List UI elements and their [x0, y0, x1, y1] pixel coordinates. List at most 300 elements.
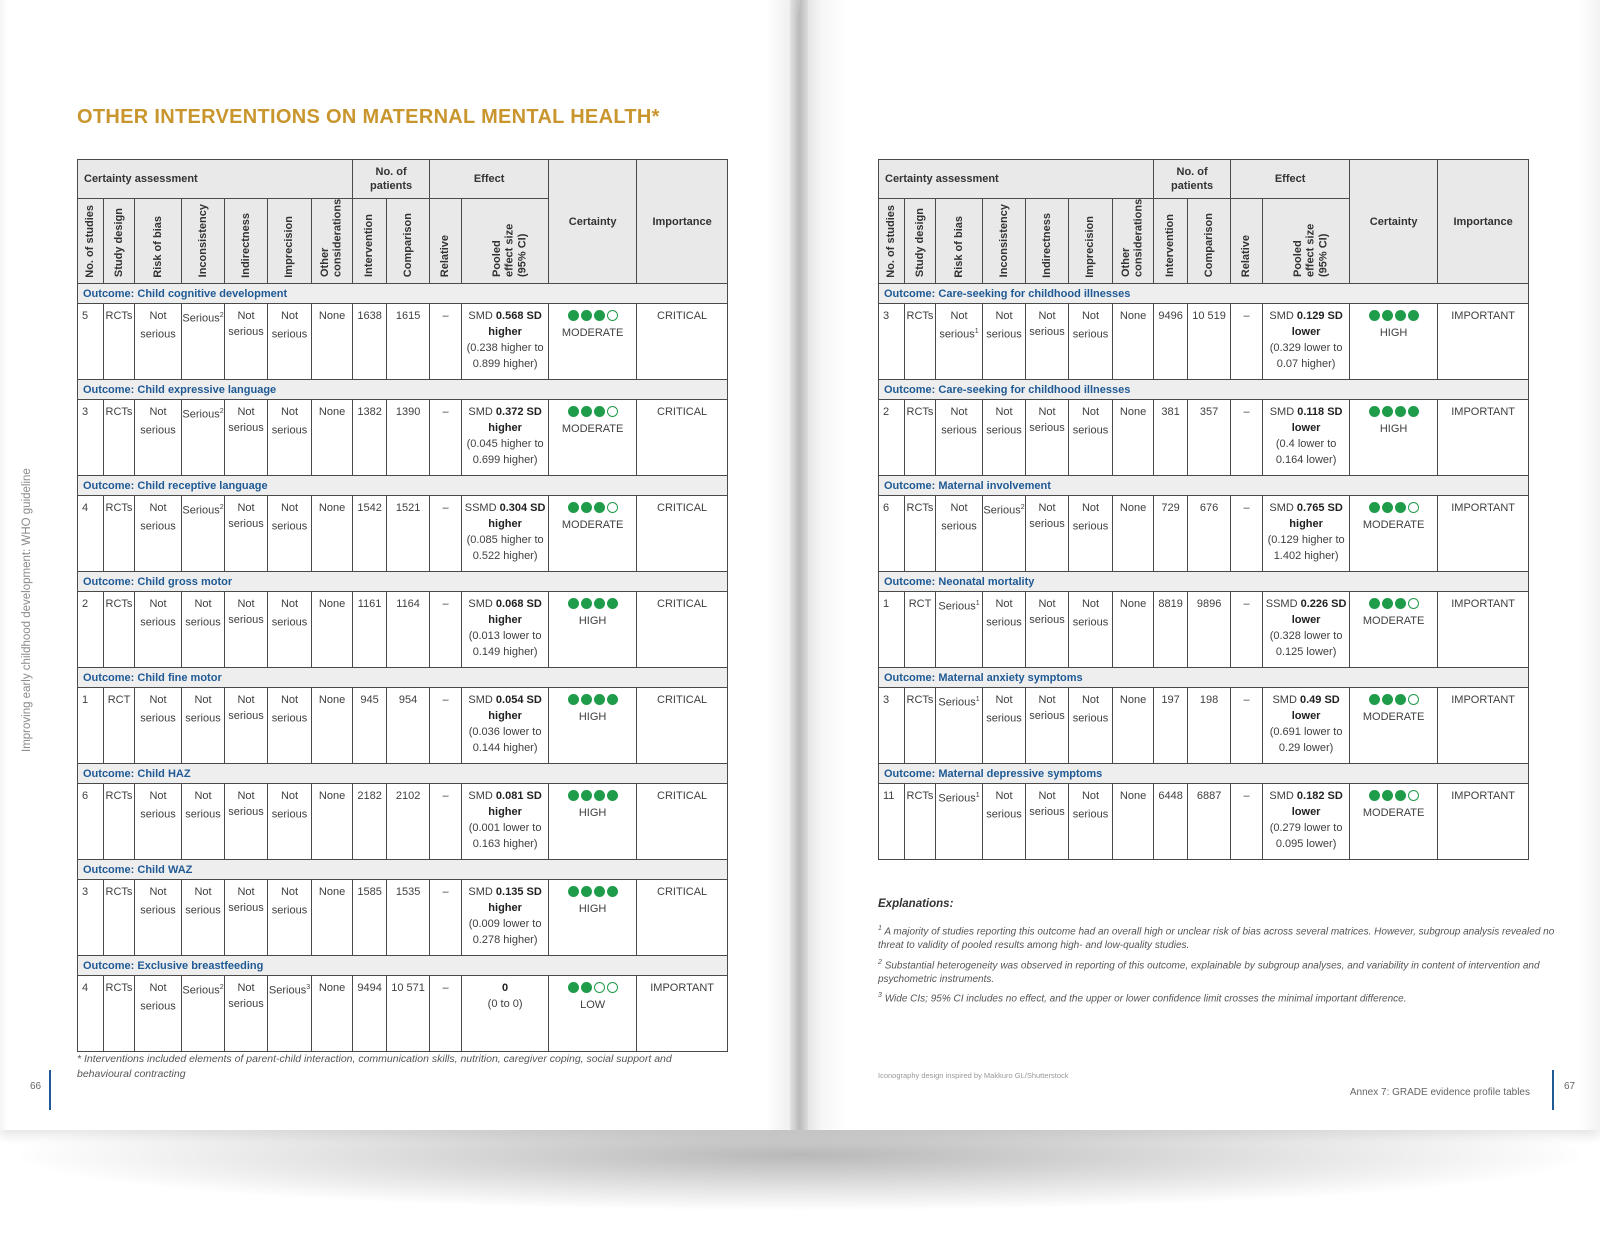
certainty-dot-icon: [594, 406, 605, 417]
cell-no-of-studies: 6: [879, 496, 905, 572]
cell-relative: –: [1231, 592, 1263, 668]
running-head: Annex 7: GRADE evidence profile tables: [1349, 1087, 1530, 1098]
cell-comparison: 1521: [387, 496, 430, 572]
cell-imprecision: Not serious: [1069, 496, 1113, 572]
certainty-dot-icon: [1382, 790, 1393, 801]
cell-risk-of-bias: Serious$^1$: [936, 688, 983, 764]
cell-imprecision: Not serious: [268, 880, 312, 956]
cell-other-considerations: None: [312, 592, 353, 668]
cell-importance: IMPORTANT: [637, 976, 728, 1052]
cell-certainty: [549, 400, 637, 476]
cell-comparison: 1164: [387, 592, 430, 668]
certainty-rating: [1350, 500, 1437, 515]
cell-study-design: RCTs: [104, 784, 135, 860]
cell-other-considerations: None: [312, 976, 353, 1052]
cell-certainty: [1350, 304, 1438, 380]
cell-indirectness: Not serious: [1026, 496, 1069, 572]
certainty-label: MODERATE: [561, 423, 624, 436]
certainty-dot-icon: [1382, 694, 1393, 705]
cell-indirectness: Not serious: [1026, 304, 1069, 380]
page-number-right: 67: [1564, 1081, 1576, 1092]
cell-other-considerations: None: [312, 400, 353, 476]
cell-intervention: 381: [1154, 400, 1188, 476]
cell-risk-of-bias: Serious$^1$: [936, 784, 983, 860]
cell-other-considerations: None: [1113, 592, 1154, 668]
header-effect: Effect: [430, 160, 549, 199]
cell-risk-of-bias: Not serious: [135, 784, 182, 860]
cell-pooled-effect: SMD 0.568 SD higher (0.238 higher to 0.899 higher): [462, 304, 549, 380]
cell-no-of-studies: 6: [78, 784, 104, 860]
cell-relative: –: [1231, 304, 1263, 380]
cell-no-of-studies: 3: [78, 400, 104, 476]
header-inconsistency: Inconsistency: [983, 199, 1026, 284]
cell-indirectness: Not serious: [225, 976, 268, 1052]
cell-relative: –: [430, 592, 462, 668]
page-marker-left: [49, 1070, 51, 1110]
certainty-label: HIGH: [578, 903, 607, 916]
outcome-label: Outcome: Child cognitive development: [78, 284, 728, 304]
cell-intervention: 1542: [353, 496, 387, 572]
cell-certainty: [549, 592, 637, 668]
cell-comparison: 954: [387, 688, 430, 764]
outcome-row: [78, 860, 728, 880]
cell-no-of-studies: 3: [879, 304, 905, 380]
cell-imprecision: Not serious: [268, 304, 312, 380]
certainty-rating: [549, 884, 636, 899]
certainty-dot-icon: [581, 790, 592, 801]
table-row: [78, 784, 728, 860]
cell-importance: CRITICAL: [637, 880, 728, 956]
outcome-row: [879, 380, 1529, 400]
cell-comparison: 1390: [387, 400, 430, 476]
header-effect: Effect: [1231, 160, 1350, 199]
header-intervention: Intervention: [353, 199, 387, 284]
book-spine: [790, 0, 808, 1130]
cell-relative: –: [430, 688, 462, 764]
certainty-label: MODERATE: [1362, 711, 1425, 724]
cell-imprecision: Not serious: [268, 784, 312, 860]
certainty-label: HIGH: [578, 615, 607, 628]
cell-pooled-effect: SSMD 0.304 SD higher (0.085 higher to 0.522 higher): [462, 496, 549, 572]
cell-comparison: 676: [1188, 496, 1231, 572]
cell-study-design: RCTs: [905, 400, 936, 476]
cell-certainty: [549, 976, 637, 1052]
certainty-dot-icon: [581, 598, 592, 609]
cell-no-of-studies: 1: [879, 592, 905, 668]
cell-indirectness: Not serious: [1026, 592, 1069, 668]
cell-relative: –: [1231, 496, 1263, 572]
cell-relative: –: [430, 400, 462, 476]
certainty-dot-icon: [594, 598, 605, 609]
cell-inconsistency: Not serious: [983, 688, 1026, 764]
header-no-of-patients: No. of patients: [1154, 160, 1231, 199]
certainty-dot-icon: [568, 598, 579, 609]
table-row: [879, 304, 1529, 380]
header-relative: Relative: [1231, 199, 1263, 284]
outcome-label: Outcome: Child receptive language: [78, 476, 728, 496]
certainty-label: MODERATE: [1362, 807, 1425, 820]
certainty-dot-icon: [568, 886, 579, 897]
certainty-dot-icon: [1369, 790, 1380, 801]
cell-indirectness: Not serious: [225, 880, 268, 956]
header-study-design: Study design: [104, 199, 135, 284]
cell-inconsistency: Not serious: [182, 784, 225, 860]
outcome-label: Outcome: Neonatal mortality: [879, 572, 1529, 592]
cell-no-of-studies: 4: [78, 496, 104, 572]
cell-risk-of-bias: Not serious: [936, 400, 983, 476]
table-row: [879, 592, 1529, 668]
table-row: [879, 784, 1529, 860]
cell-indirectness: Not serious: [1026, 688, 1069, 764]
cell-imprecision: Not serious: [268, 688, 312, 764]
header-inconsistency: Inconsistency: [182, 199, 225, 284]
outcome-label: Outcome: Care-seeking for childhood illnesses: [879, 284, 1529, 304]
certainty-label: HIGH: [578, 807, 607, 820]
cell-certainty: [549, 304, 637, 380]
cell-inconsistency: Serious$^2$: [182, 976, 225, 1052]
certainty-dot-icon: [607, 502, 618, 513]
cell-imprecision: Not serious: [1069, 688, 1113, 764]
cell-study-design: RCTs: [104, 304, 135, 380]
certainty-dot-icon: [607, 694, 618, 705]
cell-comparison: 6887: [1188, 784, 1231, 860]
certainty-dot-icon: [607, 790, 618, 801]
certainty-dot-icon: [568, 982, 579, 993]
cell-importance: IMPORTANT: [1438, 304, 1529, 380]
certainty-dot-icon: [607, 598, 618, 609]
cell-intervention: 945: [353, 688, 387, 764]
grade-table-right: [878, 159, 1529, 860]
cell-pooled-effect: SMD 0.118 SD lower (0.4 lower to 0.164 lower): [1263, 400, 1350, 476]
cell-study-design: RCTs: [905, 304, 936, 380]
outcome-row: [78, 380, 728, 400]
cell-comparison: 198: [1188, 688, 1231, 764]
certainty-dot-icon: [594, 694, 605, 705]
certainty-dot-icon: [594, 502, 605, 513]
cell-pooled-effect: SMD 0.182 SD lower (0.279 lower to 0.095 lower): [1263, 784, 1350, 860]
icon-credit: Iconography design inspired by Makkuro GL/Shutterstock: [878, 1071, 1069, 1080]
cell-importance: IMPORTANT: [1438, 784, 1529, 860]
cell-importance: CRITICAL: [637, 784, 728, 860]
certainty-dot-icon: [594, 886, 605, 897]
cell-pooled-effect: SMD 0.372 SD higher (0.045 higher to 0.699 higher): [462, 400, 549, 476]
cell-study-design: RCTs: [104, 880, 135, 956]
header-relative: Relative: [430, 199, 462, 284]
certainty-dot-icon: [568, 310, 579, 321]
cell-inconsistency: Not serious: [983, 304, 1026, 380]
cell-indirectness: Not serious: [225, 400, 268, 476]
cell-study-design: RCTs: [104, 592, 135, 668]
cell-no-of-studies: 1: [78, 688, 104, 764]
cell-no-of-studies: 2: [879, 400, 905, 476]
outcome-label: Outcome: Maternal anxiety symptoms: [879, 668, 1529, 688]
table-footnote: * Interventions included elements of parent-child interaction, communication skills, nutrition, caregiver coping, social support and behavioural contracting: [77, 1053, 672, 1080]
cell-certainty: [549, 496, 637, 572]
cell-inconsistency: Not serious: [983, 592, 1026, 668]
header-importance: Importance: [1438, 160, 1529, 284]
cell-importance: IMPORTANT: [1438, 496, 1529, 572]
cell-certainty: [549, 880, 637, 956]
certainty-dot-icon: [581, 982, 592, 993]
grade-table-left: [77, 159, 728, 1052]
cell-imprecision: Not serious: [268, 496, 312, 572]
cell-other-considerations: None: [1113, 400, 1154, 476]
cell-other-considerations: None: [312, 496, 353, 572]
header-comparison: Comparison: [1188, 199, 1231, 284]
header-other-considerations: Other considerations: [1113, 199, 1154, 284]
cell-other-considerations: None: [1113, 496, 1154, 572]
cell-relative: –: [430, 304, 462, 380]
cell-imprecision: Not serious: [268, 592, 312, 668]
explanation-3: $^3$ Wide CIs; 95% CI includes no effect, and the upper or lower confidence limit crosses the minimal important difference.: [878, 992, 1407, 1005]
certainty-dot-icon: [1369, 406, 1380, 417]
table-row: [78, 976, 728, 1052]
certainty-dot-icon: [1395, 406, 1406, 417]
header-imprecision: Imprecision: [268, 199, 312, 284]
outcome-row: [879, 284, 1529, 304]
certainty-dot-icon: [1395, 502, 1406, 513]
certainty-dot-icon: [1382, 310, 1393, 321]
cell-pooled-effect: SMD 0.081 SD higher (0.001 lower to 0.163 higher): [462, 784, 549, 860]
outcome-row: [78, 668, 728, 688]
cell-imprecision: Not serious: [268, 400, 312, 476]
cell-inconsistency: Serious$^2$: [182, 304, 225, 380]
header-certainty-assessment: Certainty assessment: [879, 160, 1154, 199]
side-label: Improving early childhood development: WHO guideline: [21, 468, 33, 752]
cell-risk-of-bias: Not serious: [135, 400, 182, 476]
outcome-row: [78, 284, 728, 304]
certainty-dot-icon: [1382, 502, 1393, 513]
header-comparison: Comparison: [387, 199, 430, 284]
certainty-dot-icon: [1369, 502, 1380, 513]
certainty-rating: [1350, 404, 1437, 419]
cell-study-design: RCTs: [104, 976, 135, 1052]
cell-relative: –: [1231, 688, 1263, 764]
outcome-row: [879, 476, 1529, 496]
certainty-dot-icon: [1408, 694, 1419, 705]
certainty-dot-icon: [594, 310, 605, 321]
certainty-dot-icon: [581, 694, 592, 705]
table-row: [879, 688, 1529, 764]
cell-inconsistency: Not serious: [983, 784, 1026, 860]
outcome-row: [78, 572, 728, 592]
cell-relative: –: [1231, 400, 1263, 476]
certainty-dot-icon: [1395, 790, 1406, 801]
cell-importance: CRITICAL: [637, 304, 728, 380]
certainty-dot-icon: [1408, 598, 1419, 609]
cell-intervention: 1161: [353, 592, 387, 668]
cell-other-considerations: None: [312, 784, 353, 860]
cell-indirectness: Not serious: [1026, 400, 1069, 476]
cell-imprecision: Serious$^3$: [268, 976, 312, 1052]
cell-indirectness: Not serious: [225, 688, 268, 764]
cell-risk-of-bias: Not serious$^1$: [936, 304, 983, 380]
outcome-row: [78, 764, 728, 784]
outcome-label: Outcome: Maternal depressive symptoms: [879, 764, 1529, 784]
cell-certainty: [549, 688, 637, 764]
certainty-dot-icon: [581, 310, 592, 321]
header-other-considerations: Other considerations: [312, 199, 353, 284]
certainty-dot-icon: [1369, 598, 1380, 609]
cell-intervention: 1382: [353, 400, 387, 476]
table-row: [78, 880, 728, 956]
cell-indirectness: Not serious: [225, 592, 268, 668]
certainty-rating: [549, 692, 636, 707]
certainty-dot-icon: [594, 982, 605, 993]
cell-study-design: RCTs: [905, 496, 936, 572]
outcome-row: [879, 764, 1529, 784]
cell-comparison: 357: [1188, 400, 1231, 476]
header-certainty: Certainty: [1350, 160, 1438, 284]
outcome-label: Outcome: Child fine motor: [78, 668, 728, 688]
cell-pooled-effect: SSMD 0.226 SD lower (0.328 lower to 0.125 lower): [1263, 592, 1350, 668]
cell-certainty: [1350, 688, 1438, 764]
certainty-label: HIGH: [1379, 327, 1408, 340]
cell-no-of-studies: 4: [78, 976, 104, 1052]
certainty-rating: [549, 788, 636, 803]
outcome-row: [78, 956, 728, 976]
cell-importance: IMPORTANT: [1438, 688, 1529, 764]
certainty-dot-icon: [1408, 406, 1419, 417]
header-no-of-patients: No. of patients: [353, 160, 430, 199]
cell-risk-of-bias: Not serious: [936, 496, 983, 572]
cell-other-considerations: None: [1113, 688, 1154, 764]
cell-study-design: RCT: [104, 688, 135, 764]
certainty-label: MODERATE: [1362, 615, 1425, 628]
header-risk-of-bias: Risk of bias: [135, 199, 182, 284]
certainty-rating: [1350, 308, 1437, 323]
cell-indirectness: Not serious: [225, 496, 268, 572]
certainty-dot-icon: [581, 502, 592, 513]
cell-study-design: RCTs: [905, 784, 936, 860]
outcome-row: [879, 668, 1529, 688]
certainty-label: MODERATE: [561, 327, 624, 340]
cell-certainty: [1350, 592, 1438, 668]
cell-indirectness: Not serious: [225, 304, 268, 380]
cell-pooled-effect: SMD 0.129 SD lower (0.329 lower to 0.07 higher): [1263, 304, 1350, 380]
cell-pooled-effect: SMD 0.068 SD higher (0.013 lower to 0.149 higher): [462, 592, 549, 668]
certainty-dot-icon: [568, 502, 579, 513]
certainty-dot-icon: [1369, 310, 1380, 321]
header-no-of-studies: No. of studies: [879, 199, 905, 284]
table-row: [78, 688, 728, 764]
cell-imprecision: Not serious: [1069, 784, 1113, 860]
cell-imprecision: Not serious: [1069, 400, 1113, 476]
header-importance: Importance: [637, 160, 728, 284]
certainty-label: HIGH: [578, 711, 607, 724]
cell-comparison: 1615: [387, 304, 430, 380]
outcome-row: [78, 476, 728, 496]
explanation-2: $^2$ Substantial heterogeneity was observed in reporting of this outcome, explainable by subgroup analyses, and variability in content of intervention and psychometric instruments.: [878, 959, 1540, 986]
table-row: [78, 592, 728, 668]
cell-risk-of-bias: Not serious: [135, 304, 182, 380]
cell-inconsistency: Not serious: [182, 688, 225, 764]
outcome-label: Outcome: Child WAZ: [78, 860, 728, 880]
header-imprecision: Imprecision: [1069, 199, 1113, 284]
cell-pooled-effect: SMD 0.765 SD higher (0.129 higher to 1.402 higher): [1263, 496, 1350, 572]
page-number-left: 66: [30, 1081, 42, 1092]
table-row: [879, 496, 1529, 572]
table-row: [78, 400, 728, 476]
header-pooled-effect: Pooled effect size (95% CI): [1263, 199, 1350, 284]
cell-relative: –: [430, 976, 462, 1052]
table-row: [78, 304, 728, 380]
cell-pooled-effect: SMD 0.054 SD higher (0.036 lower to 0.144 higher): [462, 688, 549, 764]
cell-inconsistency: Not serious: [182, 592, 225, 668]
certainty-dot-icon: [581, 886, 592, 897]
cell-inconsistency: Serious$^2$: [182, 496, 225, 572]
cell-certainty: [1350, 400, 1438, 476]
certainty-dot-icon: [1408, 310, 1419, 321]
cell-comparison: 2102: [387, 784, 430, 860]
certainty-dot-icon: [1395, 598, 1406, 609]
cell-other-considerations: None: [312, 304, 353, 380]
cell-inconsistency: Serious$^2$: [983, 496, 1026, 572]
certainty-rating: [549, 404, 636, 419]
cell-intervention: 8819: [1154, 592, 1188, 668]
cell-no-of-studies: 5: [78, 304, 104, 380]
cell-importance: IMPORTANT: [1438, 592, 1529, 668]
cell-intervention: 1638: [353, 304, 387, 380]
cell-certainty: [549, 784, 637, 860]
outcome-label: Outcome: Exclusive breastfeeding: [78, 956, 728, 976]
outcome-label: Outcome: Child expressive language: [78, 380, 728, 400]
cell-importance: CRITICAL: [637, 400, 728, 476]
cell-pooled-effect: 0 (0 to 0): [462, 976, 549, 1052]
cell-certainty: [1350, 496, 1438, 572]
cell-intervention: 197: [1154, 688, 1188, 764]
certainty-dot-icon: [607, 886, 618, 897]
cell-certainty: [1350, 784, 1438, 860]
outcome-label: Outcome: Maternal involvement: [879, 476, 1529, 496]
outcome-row: [879, 572, 1529, 592]
header-indirectness: Indirectness: [225, 199, 268, 284]
cell-study-design: RCTs: [104, 400, 135, 476]
header-pooled-effect: Pooled effect size (95% CI): [462, 199, 549, 284]
header-intervention: Intervention: [1154, 199, 1188, 284]
certainty-label: LOW: [580, 999, 606, 1012]
outcome-label: Outcome: Child gross motor: [78, 572, 728, 592]
cell-intervention: 1585: [353, 880, 387, 956]
certainty-rating: [549, 980, 636, 995]
cell-comparison: 10 571: [387, 976, 430, 1052]
outcome-label: Outcome: Care-seeking for childhood illnesses: [879, 380, 1529, 400]
outcome-label: Outcome: Child HAZ: [78, 764, 728, 784]
cell-inconsistency: Serious$^2$: [182, 400, 225, 476]
certainty-dot-icon: [607, 406, 618, 417]
cell-relative: –: [430, 784, 462, 860]
cell-pooled-effect: SMD 0.135 SD higher (0.009 lower to 0.278 higher): [462, 880, 549, 956]
cell-imprecision: Not serious: [1069, 592, 1113, 668]
cell-risk-of-bias: Not serious: [135, 880, 182, 956]
cell-no-of-studies: 2: [78, 592, 104, 668]
cell-intervention: 9496: [1154, 304, 1188, 380]
cell-relative: –: [430, 496, 462, 572]
certainty-rating: [1350, 596, 1437, 611]
cell-importance: IMPORTANT: [1438, 400, 1529, 476]
cell-inconsistency: Not serious: [983, 400, 1026, 476]
page-title: OTHER INTERVENTIONS ON MATERNAL MENTAL HEALTH*: [77, 106, 660, 128]
certainty-rating: [1350, 788, 1437, 803]
cell-imprecision: Not serious: [1069, 304, 1113, 380]
cell-relative: –: [430, 880, 462, 956]
cell-risk-of-bias: Not serious: [135, 688, 182, 764]
certainty-dot-icon: [1382, 598, 1393, 609]
certainty-dot-icon: [568, 406, 579, 417]
cell-other-considerations: None: [312, 880, 353, 956]
header-study-design: Study design: [905, 199, 936, 284]
cell-no-of-studies: 3: [879, 688, 905, 764]
